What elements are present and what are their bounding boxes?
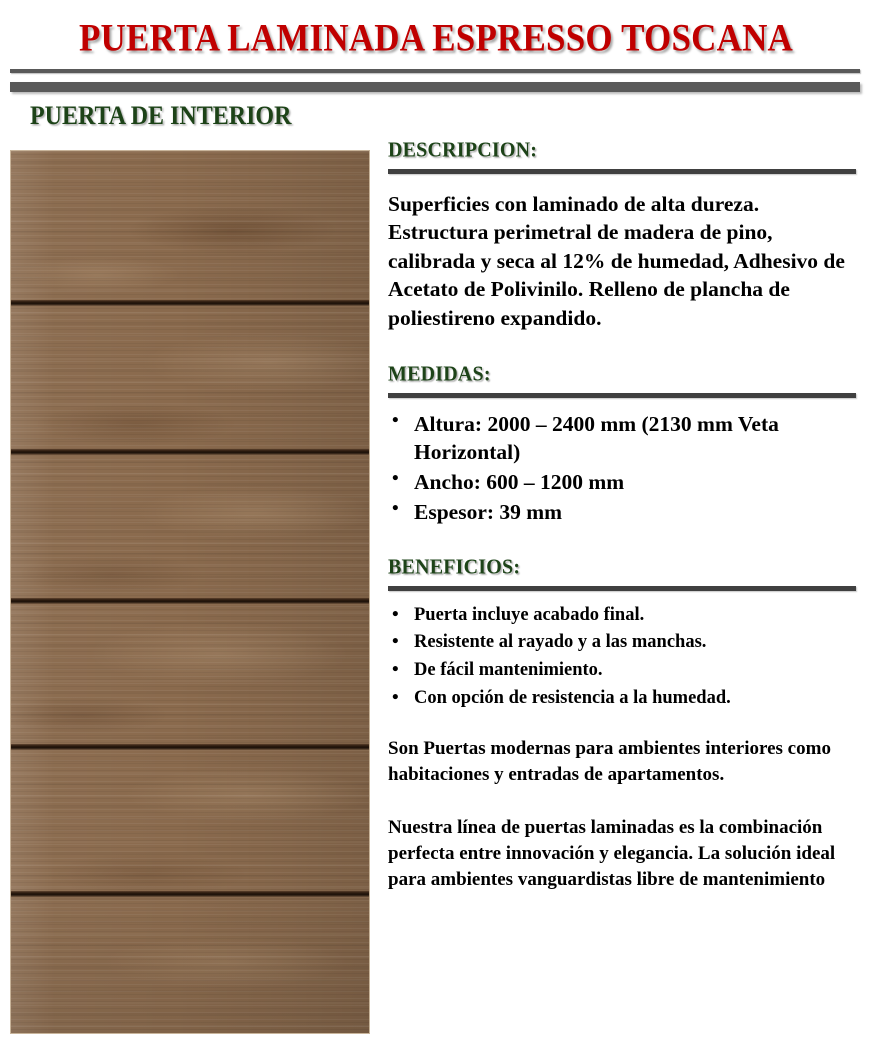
beneficios-list — [388, 603, 858, 713]
section-descripcion — [388, 138, 858, 332]
section-medidas — [388, 362, 858, 527]
list-item: • Puerta incluye acabado final. — [388, 603, 858, 629]
section-beneficios — [388, 555, 858, 713]
beneficios-heading: BENEFICIOS: — [388, 554, 521, 579]
medidas-divider — [388, 393, 856, 398]
beneficios-divider — [388, 586, 856, 591]
wood-grain-layer — [11, 151, 369, 1033]
medidas-heading: MEDIDAS: — [388, 361, 491, 386]
list-item: • Espesor: 39 mm — [388, 498, 858, 526]
door-groove-1 — [11, 300, 369, 307]
door-groove-3 — [11, 598, 369, 605]
list-item: • Ancho: 600 – 1200 mm — [388, 468, 858, 496]
door-groove-2 — [11, 449, 369, 456]
closing-paragraph-2: Nuestra línea de puertas laminadas es la combinación perfecta entre innovación y elegancia. La solución ideal para ambientes vanguardistas libre de mantenimiento — [388, 816, 836, 890]
list-item: • Altura: 2000 – 2400 mm (2130 mm Veta Horizontal) — [388, 410, 858, 466]
descripcion-text: Superficies con laminado de alta dureza. Estructura perimetral de madera de pino, calibrada y seca al 12% de humedad, Adhesivo de Acetato de Polivinilo. Relleno de plancha de poliestireno expandido. — [388, 192, 845, 330]
medidas-list — [388, 410, 858, 527]
product-details-column — [388, 138, 858, 893]
descripcion-divider — [388, 169, 856, 174]
wood-figure-layer — [11, 151, 369, 1033]
page-title-bar — [0, 16, 872, 60]
closing-paragraph-1: Son Puertas modernas para ambientes interiores como habitaciones y entradas de apartamentos. — [388, 738, 831, 786]
product-door-image — [10, 150, 370, 1034]
header-divider-thin — [10, 69, 860, 73]
door-groove-5 — [11, 891, 369, 898]
page-subtitle: PUERTA DE INTERIOR — [30, 102, 292, 131]
door-groove-4 — [11, 744, 369, 751]
door-bottom-shading — [11, 893, 369, 1033]
list-item: • Resistente al rayado y a las manchas. — [388, 630, 858, 656]
list-item: • Con opción de resistencia a la humedad. — [388, 686, 858, 712]
header-divider-thick — [10, 82, 860, 92]
page-title: PUERTA LAMINADA ESPRESSO TOSCANA — [78, 16, 794, 60]
list-item: • De fácil mantenimiento. — [388, 658, 858, 684]
descripcion-heading: DESCRIPCION: — [388, 138, 538, 162]
